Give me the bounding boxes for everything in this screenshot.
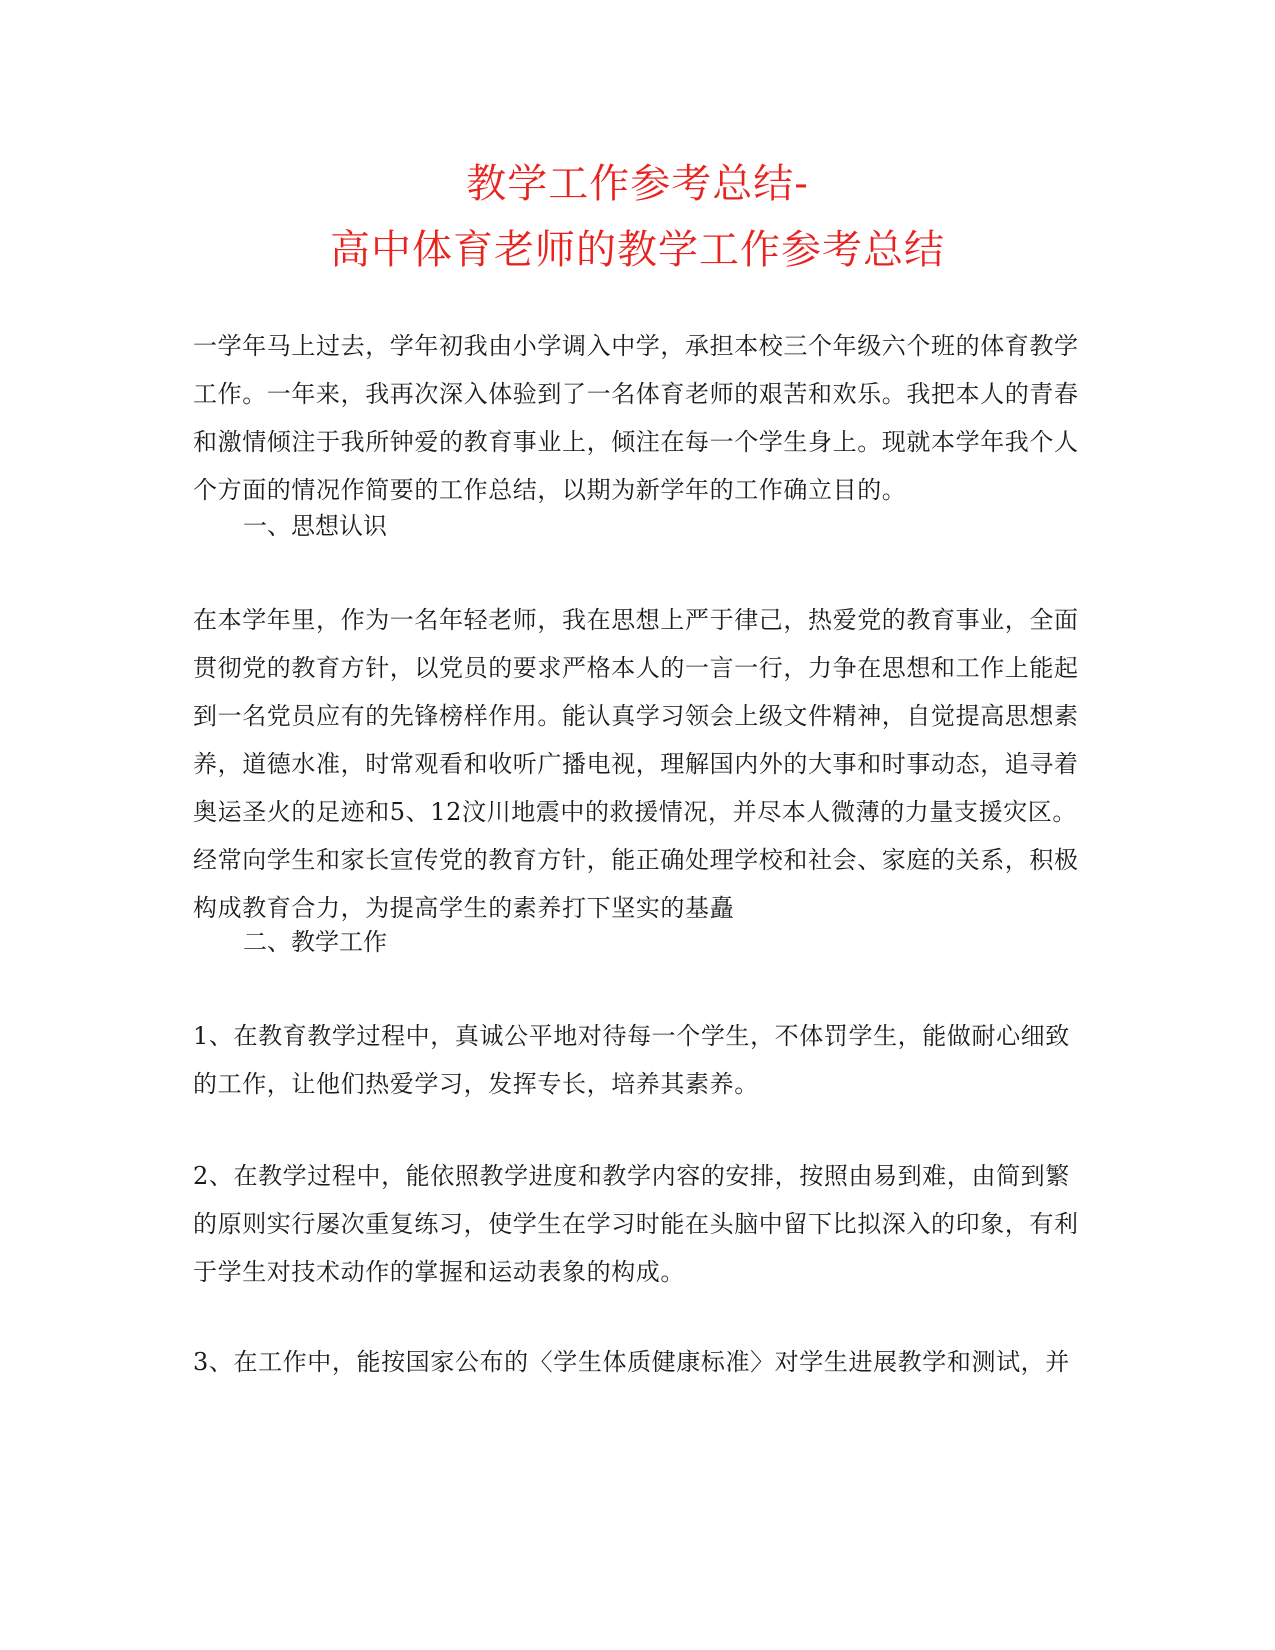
intro-paragraph: 一学年马上过去，学年初我由小学调入中学，承担本校三个年级六个班的体育教学工作。一年来，我再次深入体验到了一名体育老师的艰苦和欢乐。我把本人的青春和激情倾注于我所钟爱的教育事业上，倾注在每一个学生身上。现就本学年我个人个方面的情况作简要的工作总结，以期为新学年的工作确立目的。 xyxy=(193,332,1079,504)
list-item-1: 1、在教育教学过程中，真诚公平地对待每一个学生，不体罚学生，能做耐心细致的工作，让他们热爱学习，发挥专长，培养其素养。 xyxy=(193,1022,1070,1098)
section-heading-thought: 一、思想认识 xyxy=(243,512,387,540)
section-heading-teaching: 二、教学工作 xyxy=(243,928,387,956)
document-title-line1: 教学工作参考总结- xyxy=(466,161,809,207)
document-title-line2: 高中体育老师的教学工作参考总结 xyxy=(330,227,945,273)
list-item-3: 3、在工作中，能按国家公布的〈学生体质健康标准〉对学生进展教学和测试，并 xyxy=(193,1348,1070,1376)
section1-paragraph: 在本学年里，作为一名年轻老师，我在思想上严于律己，热爱党的教育事业，全面贯彻党的教育方针，以党员的要求严格本人的一言一行，力争在思想和工作上能起到一名党员应有的先锋榜样作用。能认真学习领会上级文件精神，自觉提高思想素养，道德水准，时常观看和收听广播电视，理解国内外的大事和时事动态，追寻着奥运圣火的足迹和5、12汶川地震中的救援情况，并尽本人微薄的力量支援灾区。经常向学生和家长宣传党的教育方针，能正确处理学校和社会、家庭的关系，积极构成教育合力，为提高学生的素养打下坚实的基矗 xyxy=(193,606,1079,922)
list-item-2: 2、在教学过程中，能依照教学进度和教学内容的安排，按照由易到难，由简到繁的原则实行屡次重复练习，使学生在学习时能在头脑中留下比拟深入的印象，有利于学生对技术动作的掌握和运动表象的构成。 xyxy=(193,1162,1079,1286)
